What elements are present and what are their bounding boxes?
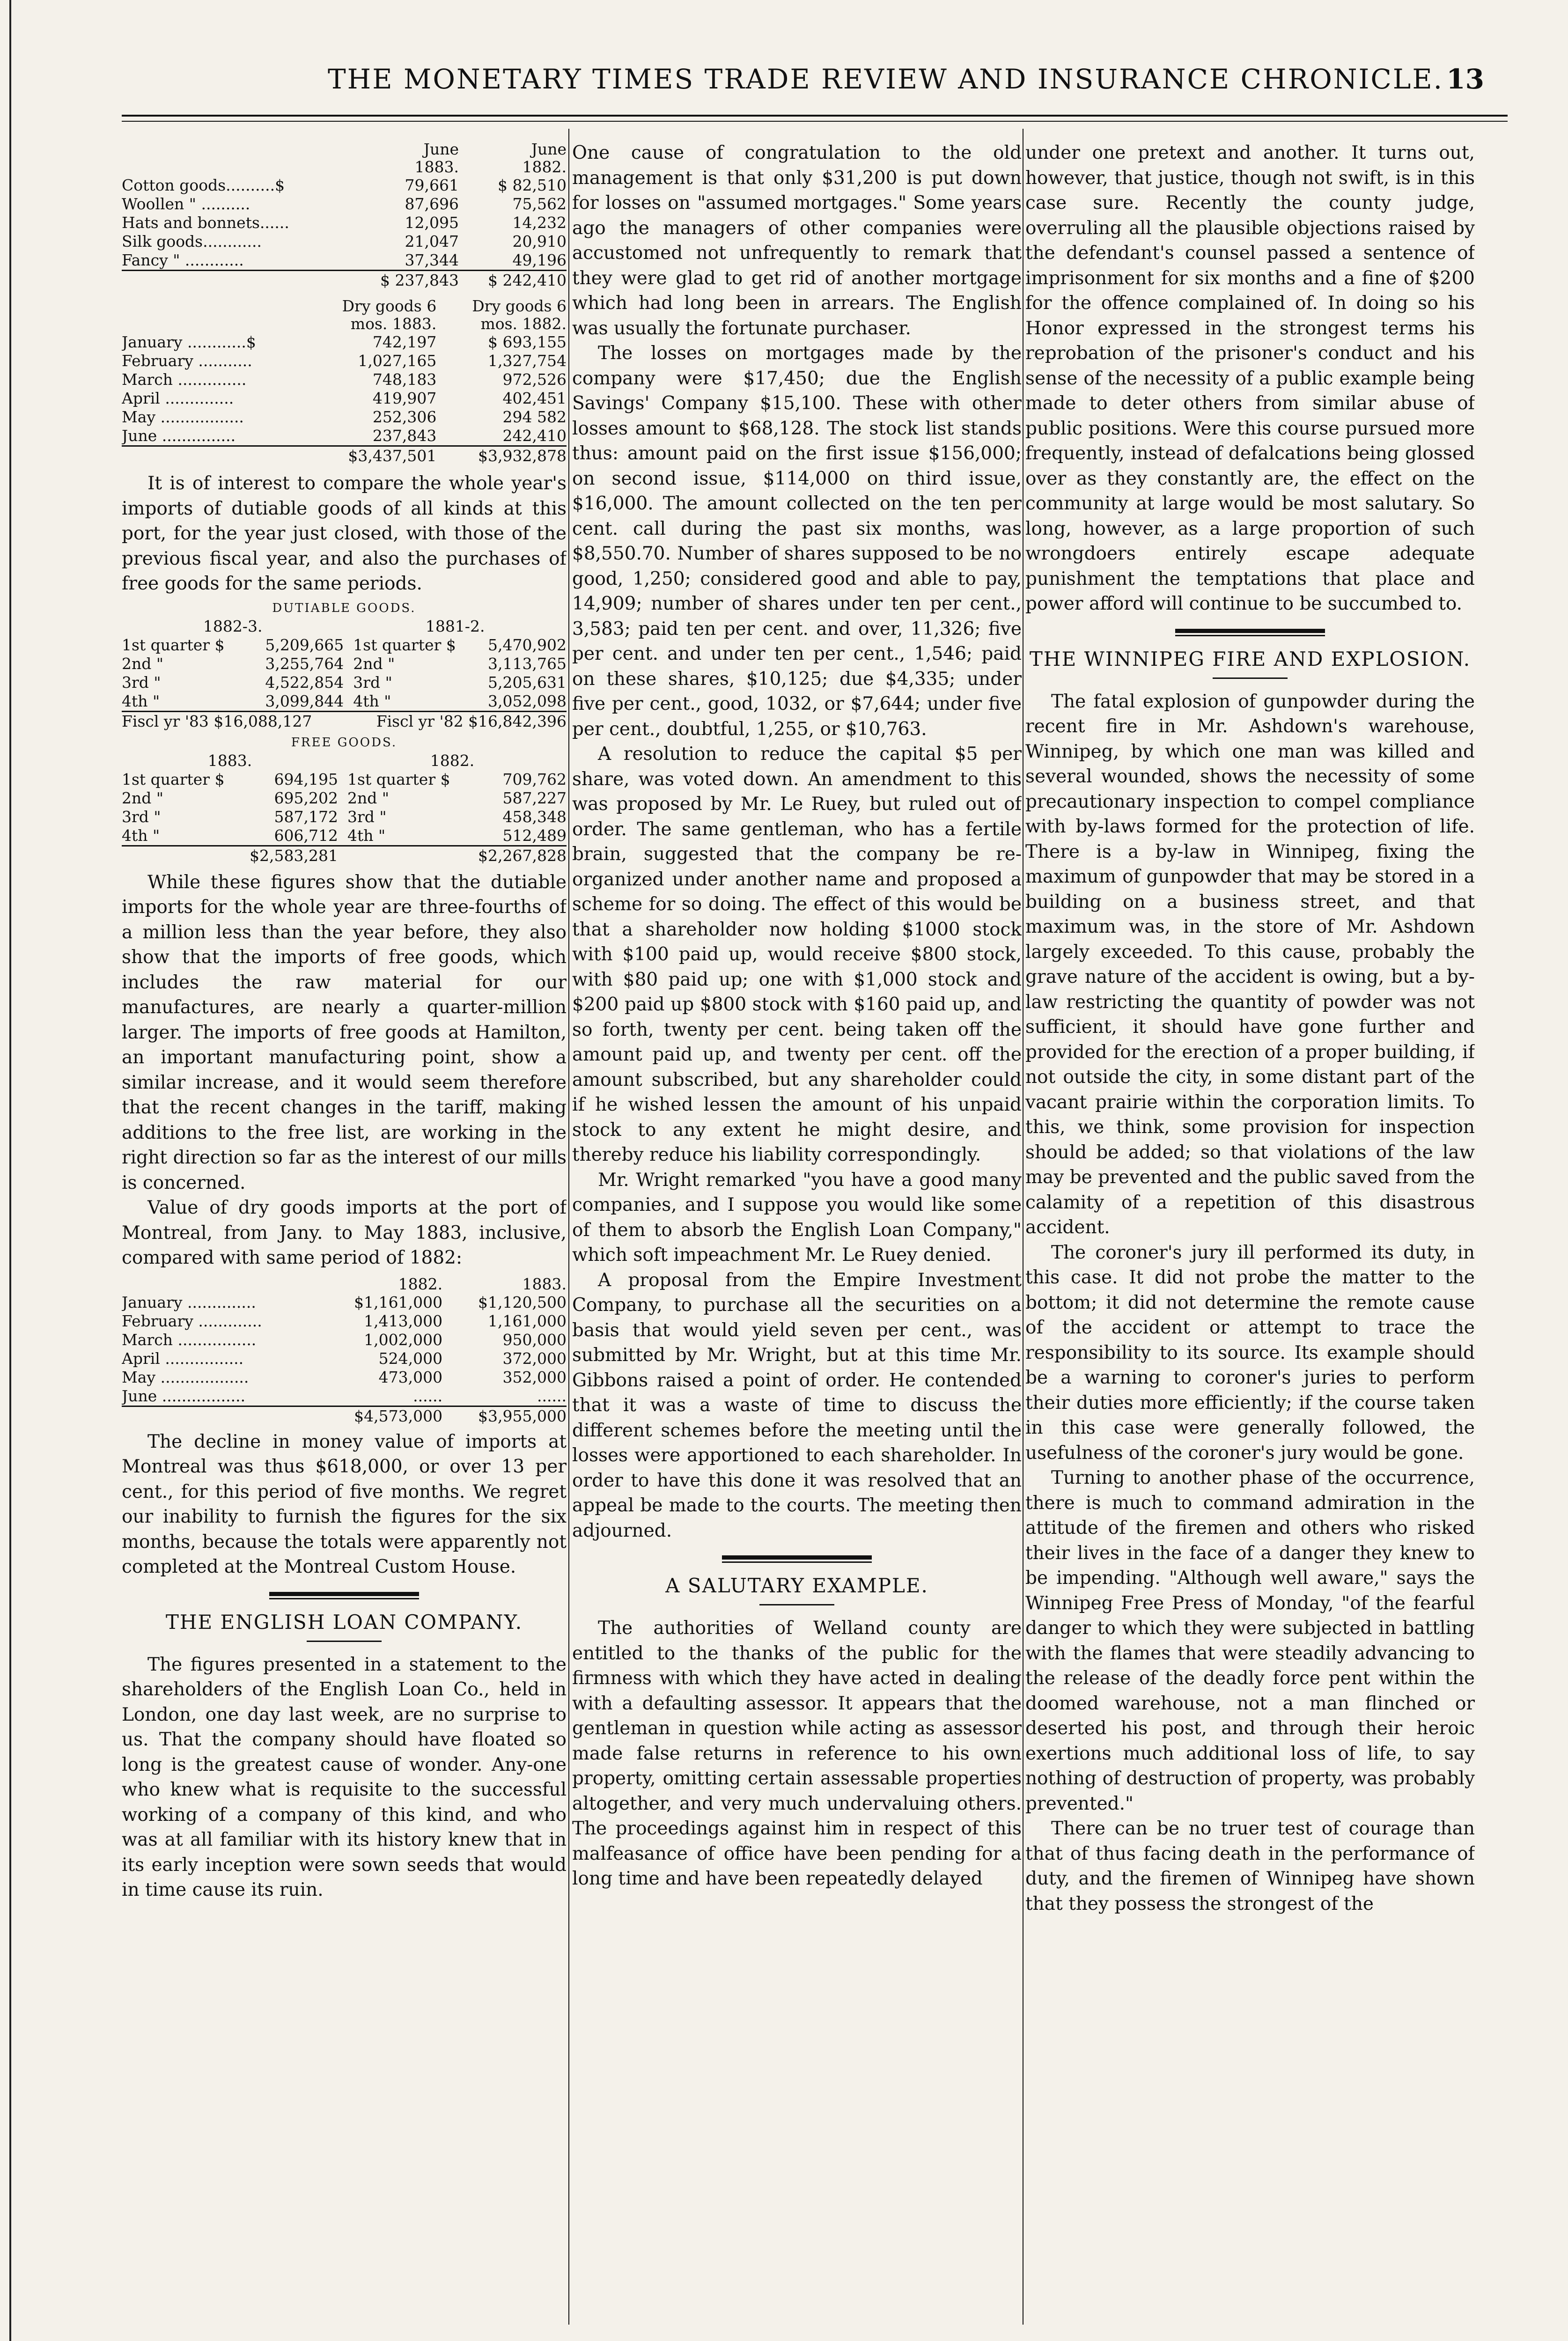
table-row: 3rd " 4,522,854 3rd " 5,205,631 [122,673,567,692]
table-row: 2nd " 3,255,764 2nd " 3,113,765 [122,654,567,673]
table-row: March .............. 748,183 972,526 [122,370,567,389]
col-head-6mos-1882: Dry goods 6 mos. 1882. [472,297,567,333]
table-row: February ........... 1,027,165 1,327,754 [122,352,567,370]
free-goods-table: 1883. 1882. 1st quarter $ 694,195 1st quarter $ 709,762 2nd " 695,202 2nd " 587,227 3rd " 587,172 3rd " 458,348 4th " 606,712 4th " 512,489 $2,583,281 $2,267,828 [122,751,567,865]
column-2 [572,140,1022,2317]
table-total-row: $2,583,281 $2,267,828 [122,846,567,865]
heading-rule [759,1604,834,1605]
article-paragraph: There can be no truer test of courage than that of thus facing death in the performance of duty, and the firemen of Winnipeg have shown that they possess the strongest of the [1025,1818,1475,1914]
table-row: February ............. 1,413,000 1,161,000 [122,1311,567,1330]
section-heading-english-loan: THE ENGLISH LOAN COMPANY. [165,1610,523,1634]
free-goods-label: FREE GOODS. [291,735,398,750]
article-paragraph: The losses on mortgages made by the company were $17,450; due the English Savings' Company $15,100. These with other losses amount to $68,128. The stock list stands thus: amount paid on the first issue $156,000; on second issue, $114,000 on third issue, $16,000. The amount collected on the ten per cent. call during the past six months, was $8,550.70. Number of shares supposed to be no good, 1,250; considered good and able to pay, 14,909; number of shares under ten per cent., 3,583; paid ten per cent. and over, 11,326; five per cent. and under ten per cent., 1,546; paid on these shares, $10,125; due $4,335; under five per cent., good, 1032, or $7,644; under five per cent., doubtful, 1,255, or $10,763. [572,343,1022,740]
article-paragraph: Turning to another phase of the occurrence, there is much to command admiration in the attitude of the firemen and others who risked their lives in the face of a danger they knew to be impending. "Although well aware," says the Winnipeg Free Press of Monday, "of the fearful danger to which they were subjected in battling with the flames that were steadily advancing to the release of the deadly force pent within the doomed warehouse, not a man flinched or deserted his post, and through their heroic exertions much additional loss of life, to say nothing of destruction of property, was probably prevented." [1025,1467,1475,1814]
column-divider-1 [568,129,569,2325]
montreal-imports-table [122,1275,567,1426]
table-row: June ............... 237,843 242,410 [122,427,567,445]
header-rule-top [122,115,1508,117]
running-title: THE MONETARY TIMES TRADE REVIEW AND INSURANCE CHRONICLE. [328,63,1444,95]
table-row: May ................. 252,306 294 582 [122,408,567,426]
article-paragraph: While these figures show that the dutiable imports for the whole year are three-fourths of a million less than the year before, they also show that the imports of free goods, which includes the raw material for our manufactures, are nearly a quarter-million larger. The imports of free goods at Hamilton, an important manufacturing point, show a similar increase, and it would seem therefore that the recent changes in the tariff, making additions to the free list, are working in the right direction so far as the interest of our mills is concerned. [122,871,567,1193]
article-paragraph: A proposal from the Empire Investment Company, to purchase all the securities on a basis that would yield seven per cent., was submitted by Mr. Wright, but at this time Mr. Gibbons raised a point of order. He contended that it was a waste of time to discuss the different schemes before the meeting until the losses were apportioned to each shareholder. In order to have this done it was resolved that an appeal be made to the courts. The meeting then adjourned. [572,1269,1022,1541]
article-paragraph: A resolution to reduce the capital $5 per share, was voted down. An amendment to this was proposed by Mr. Le Ruey, but ruled out of order. The same gentleman, who has a fertile brain, suggested that the company be re-organized under another name and proposed a scheme for so doing. The effect of this would be that a shareholder now holding $1000 stock with $100 paid up, would receive $800 stock, with $80 paid up; one with $1,000 stock and $200 paid up $800 stock with $160 paid up, and so forth, twenty per cent. being taken off the amount paid up, and twenty per cent. off the amount subscribed, but any shareholder could if he wished lessen the amount of his unpaid stock to any extent he might desire, and thereby reduce his liability correspondingly. [572,744,1022,1165]
table-row: Cotton goods..........$ 79,661 $ 82,510 [122,176,567,194]
table-row: January ............$ 742,197 $ 693,155 [122,333,567,351]
article-paragraph: The authorities of Welland county are entitled to the thanks of the public for the firmness with which they have acted in dealing with a defaulting assessor. It appears that the gentleman in question while acting as assessor made false returns in reference to his own property, omitting certain assessable properties altogether, and very much undervaluing others. The proceedings against him in respect of this malfeasance of office have been pending for a long time and have been repeatedly delayed [572,1618,1022,1889]
col-head-1882: 1882. [398,1274,443,1293]
section-rule-thin [269,1598,419,1599]
table-row: June ................. ...... ...... [122,1386,567,1405]
article-paragraph: Value of dry goods imports at the port of Montreal, from Jany. to May 1883, inclusive, compared with same period of 1882: [122,1197,567,1268]
table-row: 1st quarter $ 5,209,665 1st quarter $ 5,470,902 [122,635,567,654]
heading-rule [1213,677,1288,679]
col-head-1883: 1883. [522,1274,567,1293]
table-row: Woollen " .......... 87,696 75,562 [122,195,567,213]
table-row: January .............. $1,161,000 $1,120,500 [122,1293,567,1311]
table-total-row: $ 237,843 $ 242,410 [122,271,567,290]
page-header [122,59,1508,115]
table-total-row: $4,573,000 $3,955,000 [122,1406,567,1426]
table-row: April ................ 524,000 372,000 [122,1349,567,1368]
section-rule-thick [722,1555,872,1560]
section-heading-winnipeg-fire: THE WINNIPEG FIRE AND EXPLOSION. [1029,647,1471,670]
section-rule-thin [722,1561,872,1563]
section-rule-thick [1175,629,1325,633]
article-paragraph: The fatal explosion of gunpowder during the recent fire in Mr. Ashdown's warehouse, Winnipeg, by which one man was killed and several wounded, shows the necessity of some precautionary inspection to compel compliance with by-laws formed for the protection of life. There is a by-law in Winnipeg, fixing the maximum of gunpowder that may be stored in a building on a business street, and that maximum was, in the store of Mr. Ashdown largely exceeded. To this cause, probably the grave nature of the accident is owing, but a by-law restricting the quantity of powder was not sufficient, it should have gone further and provided for the erection of a proper building, if not outside the city, in some distant part of the vacant prairie within the corporation limits. To this, we think, some provision for inspection should be added; so that violations of the law may be prevented and the public saved from the calamity of a repetition of this disastrous accident. [1025,691,1475,1238]
june-imports-table [122,140,567,290]
table-row: March ................ 1,002,000 950,000 [122,1330,567,1349]
article-paragraph: It is of interest to compare the whole year's imports of dutiable goods of all kinds at this port, for the year just closed, with those of the previous fiscal year, and also the purchases of free goods for the same periods. [122,473,567,594]
page-number: 13 [1446,63,1484,95]
col-head-1883: June 1883. [414,140,459,176]
table-row: May .................. 473,000 352,000 [122,1368,567,1386]
section-heading-salutary-example: A SALUTARY EXAMPLE. [665,1574,928,1597]
section-rule-thin [1175,635,1325,636]
table-row: 4th " 606,712 4th " 512,489 [122,826,567,845]
col-head-6mos-1883: Dry goods 6 mos. 1883. [342,297,437,333]
column-3 [1025,140,1475,2317]
table-total-row: Fiscl yr '83 $16,088,127 Fiscl yr '82 $16,842,396 [122,712,567,730]
table-row: Hats and bonnets...... 12,095 14,232 [122,213,567,232]
table-row: 4th " 3,099,844 4th " 3,052,098 [122,692,567,710]
table-row: 2nd " 695,202 2nd " 587,227 [122,788,567,807]
header-rule-bottom [122,121,1508,122]
table-row: 1st quarter $ 694,195 1st quarter $ 709,762 [122,770,567,788]
table-row: Fancy " ............ 37,344 49,196 [122,251,567,269]
table-total-row: $3,437,501 $3,932,878 [122,446,567,466]
six-month-dry-goods-table [122,297,567,465]
page-edge-shadow [9,0,11,2341]
article-paragraph: The decline in money value of imports at Montreal was thus $618,000, or over 13 per cent., for this period of five months. We regret our inability to furnish the figures for the six months, because the totals were apparently not completed at the Montreal Custom House. [122,1431,567,1577]
heading-rule [307,1641,382,1642]
dutiable-goods-table: 1882-3. 1881-2. 1st quarter $ 5,209,665 1st quarter $ 5,470,902 2nd " 3,255,764 2nd " 3,113,765 3rd " 4,522,854 3rd " 5,205,631 4th " 3,099,844 4th " 3,052,098 Fiscl yr '83 $16,088,127 Fiscl yr '82 $16,842,396 [122,617,567,730]
article-paragraph: The coroner's jury ill performed its duty, in this case. It did not probe the matter to the bottom; it did not determine the remote cause of the accident or attempt to trace the responsibility to its source. Its example should be a warning to coroner's juries to perform their duties more efficiently; if the course taken in this case were generally followed, the usefulness of the coroner's jury would be gone. [1025,1242,1475,1464]
article-paragraph: The figures presented in a statement to the shareholders of the English Loan Co., held in London, one day last week, are no surprise to us. That the company should have floated so long is the greatest cause of wonder. Any-one who knew what is requisite to the successful working of a company of this kind, and who was at all familiar with its history knew that in its early inception were sown seeds that would in time cause its ruin. [122,1654,567,1900]
section-rule-thick [269,1592,419,1596]
table-row: 3rd " 587,172 3rd " 458,348 [122,807,567,826]
article-paragraph: Mr. Wright remarked "you have a good many companies, and I suppose you would like some of them to absorb the English Loan Company," which soft impeachment Mr. Le Ruey denied. [572,1169,1022,1266]
article-paragraph: under one pretext and another. It turns out, however, that justice, though not swift, is in this case sure. Recently the county judge, overruling all the plausible objections raised by the defendant's counsel passed a sentence of imprisonment for six months and a fine of $200 for the offence complained of. In doing so his Honor expressed in the strongest terms his reprobation of the prisoner's conduct and his sense of the necessity of a public example being made to deter others from similar abuse of public positions. Were this course pursued more frequently, instead of defalcations being glossed over as they constantly are, the effect on the community at large would be most salutary. So long, however, as a large proportion of such wrongdoers entirely escape adequate punishment the temptations that place and power afford will continue to be succumbed to. [1025,142,1475,614]
dutiable-goods-label: DUTIABLE GOODS. [272,601,416,615]
table-row: April .............. 419,907 402,451 [122,389,567,407]
table-row: Silk goods............ 21,047 20,910 [122,232,567,250]
col-head-1882: June 1882. [522,140,567,176]
column-1 [122,140,567,2317]
article-paragraph: One cause of congratulation to the old management is that only $31,200 is put down for losses on "assumed mortgages." Some years ago the managers of other companies were accustomed not unfrequently to remark that they were glad to get rid of another mortgage which had long been in arrears. The English was usually the fortunate purchaser. [572,142,1022,339]
